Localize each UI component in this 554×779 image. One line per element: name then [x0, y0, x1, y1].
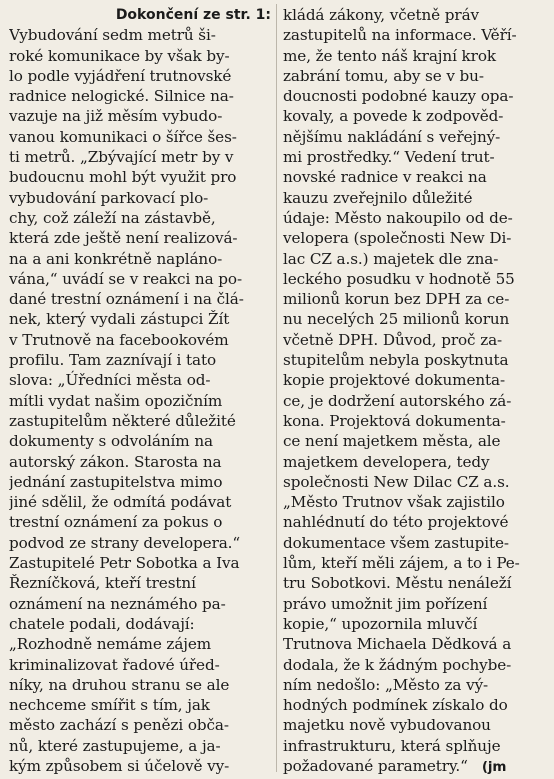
right-column-text — [283, 5, 547, 776]
right-line: nějšímu nakládání s veřejný- — [283, 127, 501, 146]
right-line: údaje: Město nakoupilo od de- — [283, 208, 513, 227]
right-line: novské radnice v reakci na — [283, 168, 487, 187]
right-line: ce není majetkem města, ale — [283, 432, 501, 451]
left-line: roké komunikace by však by- — [9, 46, 230, 65]
left-column — [9, 5, 271, 776]
continuation-label: Dokončení ze str. 1: — [115, 7, 271, 23]
column-divider — [276, 4, 277, 772]
left-line: radnice nelogické. Silnice na- — [9, 87, 234, 106]
left-line: v Trutnově na facebookovém — [9, 330, 229, 349]
left-line: níky, na druhou stranu se ale — [9, 675, 230, 694]
left-line: profilu. Tam zaznívají i tato — [9, 351, 217, 370]
left-line: vána,“ uvádí se v reakci na po- — [9, 269, 242, 288]
right-line: dodala, že k žádným pochybe- — [283, 655, 512, 674]
left-line: vybudování parkovací plo- — [9, 188, 209, 207]
right-line: kopie projektové dokumenta- — [283, 371, 506, 390]
right-line: ce, je dodržení autorského zá- — [283, 391, 512, 410]
right-line: nu necelých 25 milionů korun — [283, 310, 510, 329]
left-line: Řezníčková, kteří trestní — [9, 574, 196, 593]
left-line: dané trestní oznámení i na člá- — [9, 290, 244, 309]
left-line: nů, které zastupujeme, a ja- — [9, 736, 221, 755]
right-line: kovaly, a povede k zodpověd- — [283, 107, 504, 126]
right-line: leckého posudku v hodnotě 55 — [283, 269, 515, 288]
left-line: chatele podali, dodávají: — [9, 614, 195, 633]
right-line: me, že tento náš krajní krok — [283, 46, 496, 65]
right-line: kopie,“ upozornila mluvčí — [283, 614, 478, 633]
left-line: nek, který vydali zástupci Žít — [9, 310, 230, 329]
right-line: včetně DPH. Důvod, proč za- — [283, 330, 503, 349]
left-line: zastupitelům některé důležité — [9, 411, 236, 430]
right-line: požadované parametry.“ (jm — [283, 756, 507, 775]
right-line: lům, kteří měli zájem, a to i Pe- — [283, 554, 520, 573]
left-line: nechceme smířit s tím, jak — [9, 696, 210, 715]
right-column — [283, 5, 547, 776]
right-line: „Město Trutnov však zajistilo — [283, 493, 505, 512]
author-signature: (jm — [481, 758, 507, 775]
left-line: slova: „Úředníci města od- — [9, 371, 211, 390]
left-line: trestní oznámení za pokus o — [9, 513, 223, 532]
left-line: vanou komunikaci o šířce šes- — [9, 127, 237, 146]
left-line: která zde ještě není realizová- — [9, 229, 238, 248]
right-line: milionů korun bez DPH za ce- — [283, 290, 510, 309]
left-column-text — [9, 25, 271, 776]
left-line: jiné sdělil, že odmítá podávat — [9, 493, 232, 512]
left-line: mítli vydat našim opozičním — [9, 391, 223, 410]
left-line: oznámení na neznámého pa- — [9, 594, 226, 613]
right-line: velopera (společnosti New Di- — [283, 229, 512, 248]
right-line: majetkem developera, tedy — [283, 452, 490, 471]
right-line: infrastrukturu, která splňuje — [283, 736, 501, 755]
left-line: ti metrů. „Zbývající metr by v — [9, 148, 234, 167]
left-line: jednání zastupitelstva mimo — [9, 472, 223, 491]
left-line: vazuje na již měsím vybudo- — [9, 107, 223, 126]
right-line: ním nedošlo: „Město za vý- — [283, 675, 489, 694]
right-line: kládá zákony, včetně práv — [283, 6, 480, 24]
right-line: lac CZ a.s.) majetek dle zna- — [283, 249, 499, 268]
right-line: mi prostředky.“ Vedení trut- — [283, 148, 495, 167]
right-line: zastupitelů na informace. Věří- — [283, 26, 517, 45]
right-line: majetku nově vybudovanou — [283, 716, 491, 735]
right-line: tru Sobotkovi. Městu nenáleží — [283, 574, 512, 593]
left-line: podvod ze strany developera.“ — [9, 533, 241, 552]
left-line: budoucnu mohl být využit pro — [9, 168, 237, 187]
left-line: kriminalizovat řadové úřed- — [9, 655, 220, 674]
right-line: dokumentace všem zastupite- — [283, 533, 509, 552]
right-line: kona. Projektová dokumenta- — [283, 411, 506, 430]
left-line: autorský zákon. Starosta na — [9, 452, 222, 471]
right-line: společnosti New Dilac CZ a.s. — [283, 472, 510, 491]
left-line: kým způsobem si účelově vy- — [9, 756, 230, 775]
right-line: zabrání tomu, aby se v bu- — [283, 66, 484, 85]
left-line: Zastupitelé Petr Sobotka a Iva — [9, 554, 240, 573]
left-line: Vybudování sedm metrů ši- — [9, 26, 216, 45]
right-line: hodných podmínek získalo do — [283, 696, 508, 715]
left-line: na a ani konkrétně napláno- — [9, 249, 223, 268]
right-line: stupitelům nebyla poskytnuta — [283, 351, 509, 370]
left-line: chy, což záleží na zástavbě, — [9, 208, 216, 227]
right-line: kauzu zveřejnilo důležité — [283, 188, 473, 207]
left-line: dokumenty s odvoláním na — [9, 432, 213, 451]
left-line: „Rozhodně nemáme zájem — [9, 635, 212, 654]
right-line: právo umožnit jim pořízení — [283, 594, 488, 613]
left-line: město zachází s penězi obča- — [9, 716, 229, 735]
right-line: Trutnova Michaela Dědková a — [283, 635, 512, 654]
right-line: doucnosti podobné kauzy opa- — [283, 87, 514, 106]
left-line: lo podle vyjádření trutnovské — [9, 66, 232, 85]
right-line: nahlédnutí do této projektové — [283, 513, 509, 532]
